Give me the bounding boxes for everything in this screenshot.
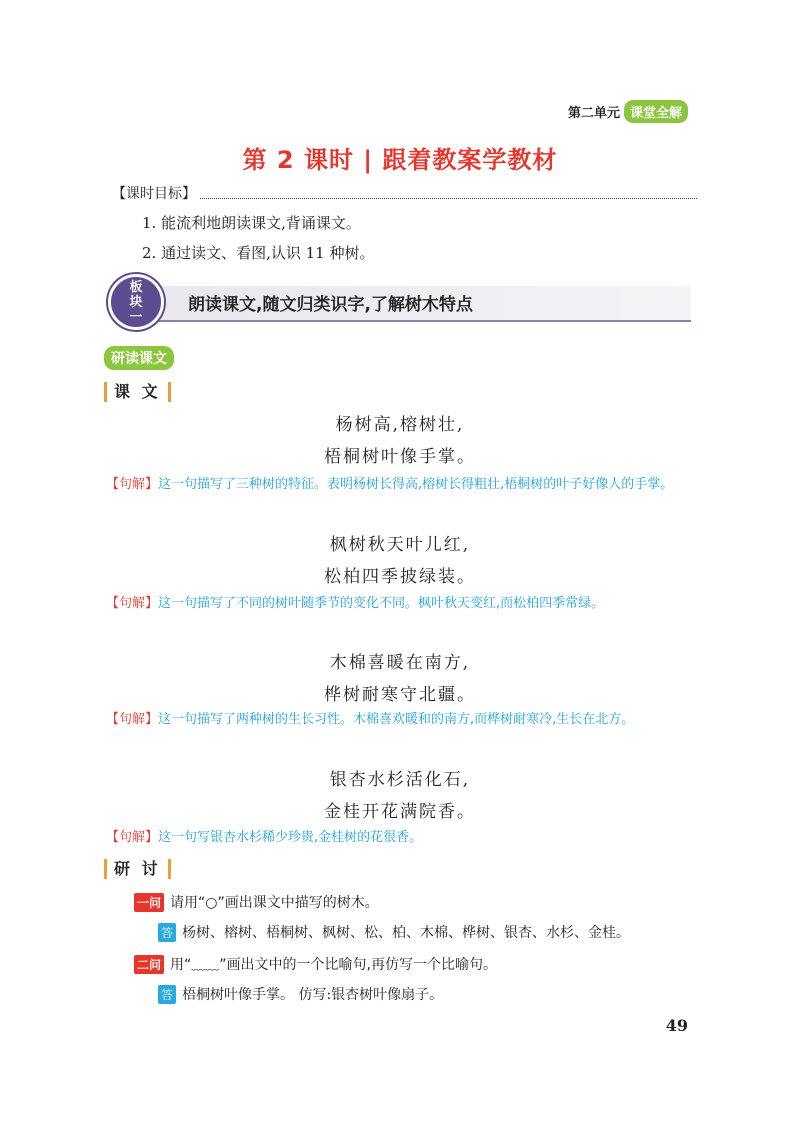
explanation-tag: 【句解】 (106, 477, 159, 492)
answer-2 (158, 984, 443, 1004)
poem-line: 金桂开花满院香。 (324, 802, 476, 822)
sentence-explanation (106, 706, 696, 733)
goal-item: 1. 能流利地朗读课文,背诵课文。 (142, 214, 361, 232)
text-heading: 课 文 (104, 382, 171, 402)
badge-char: 一 (129, 309, 143, 325)
answer-text: 梧桐树叶像手掌。 仿写:银杏树叶像扇子。 (182, 987, 444, 1003)
poem-line: 银杏水杉活化石, (329, 770, 471, 790)
unit-header (568, 100, 688, 123)
section-banner (108, 274, 691, 326)
poem-line: 梧桐树叶像手掌。 (324, 447, 476, 467)
poem-line: 杨树高,榕树壮, (335, 415, 465, 435)
page-number: 49 (665, 1016, 688, 1035)
answer-badge: 答 (158, 985, 176, 1004)
section-title: 朗读课文,随文归类识字,了解树木特点 (188, 295, 473, 315)
goals-heading (112, 183, 697, 203)
study-tag: 研读课文 (104, 346, 174, 370)
poem-line: 松柏四季披绿装。 (324, 567, 476, 587)
answer-text: 杨树、榕树、梧桐树、枫树、松、柏、木棉、桦树、银杏、水杉、金桂。 (182, 925, 631, 941)
goals-label: 【课时目标】 (112, 186, 196, 202)
unit-label: 第二单元 (567, 106, 620, 121)
explanation-text: 这一句写银杏水杉稀少珍贵,金桂树的花很香。 (158, 830, 423, 845)
poem-line: 枫树秋天叶儿红, (329, 535, 471, 555)
discussion-heading: 研 讨 (104, 859, 171, 879)
poem-line: 木棉喜暖在南方, (329, 653, 471, 673)
explanation-text: 这一句描写了两种树的生长习性。木棉喜欢暖和的南方,而桦树耐寒冷,生长在北方。 (158, 712, 635, 727)
question-text: 用“﹏﹏”画出文中的一个比喻句,再仿写一个比喻句。 (170, 957, 497, 973)
answer-badge: 答 (158, 923, 176, 942)
explanation-text: 这一句描写了不同的树叶随季节的变化不同。枫叶秋天变红,而松柏四季常绿。 (158, 596, 605, 611)
explanation-tag: 【句解】 (106, 830, 159, 845)
question-2 (134, 954, 497, 974)
goals-divider (200, 188, 697, 199)
section-badge (108, 274, 164, 330)
question-text: 请用“○”画出课文中描写的树木。 (170, 895, 379, 911)
question-badge: 二问 (134, 955, 164, 974)
sentence-explanation (106, 590, 696, 617)
question-1 (134, 892, 379, 912)
explanation-tag: 【句解】 (106, 712, 159, 727)
poem-line: 桦树耐寒守北疆。 (324, 685, 476, 705)
answer-1 (158, 922, 630, 942)
question-badge: 一问 (134, 893, 164, 912)
explanation-tag: 【句解】 (106, 596, 159, 611)
unit-tag: 课堂全解 (624, 100, 688, 123)
goal-item: 2. 通过读文、看图,认识 11 种树。 (142, 244, 375, 262)
sentence-explanation (106, 824, 696, 851)
badge-char: 块 (129, 294, 143, 310)
explanation-text: 这一句描写了三种树的特征。表明杨树长得高,榕树长得粗壮,梧桐树的叶子好像人的手掌。 (158, 477, 674, 492)
badge-char: 板 (129, 279, 143, 295)
sentence-explanation (106, 471, 696, 498)
lesson-title: 第 2 课时 | 跟着教案学教材 (242, 146, 558, 174)
